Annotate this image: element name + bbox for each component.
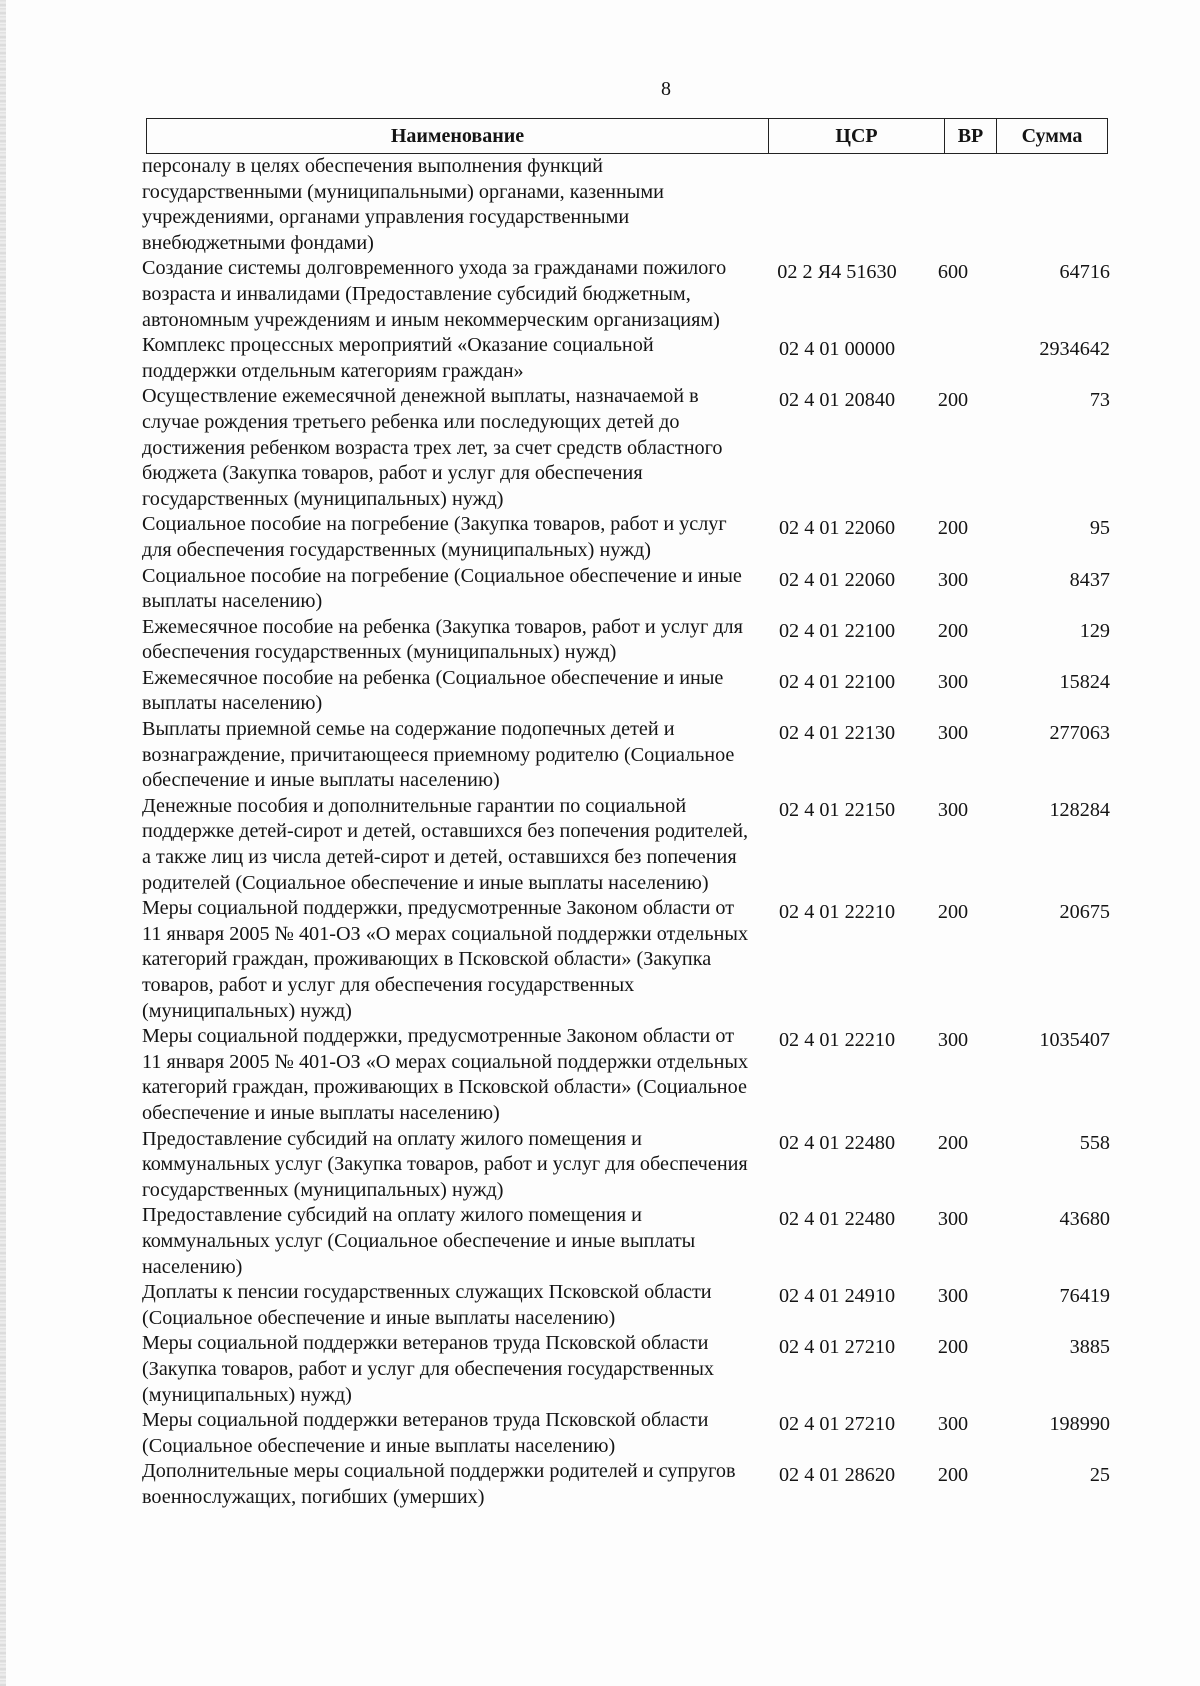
row-name: Предоставление субсидий на оплату жилого помещения и коммунальных услуг (Социальное обеспечение и иные выплаты населению) (142, 1204, 696, 1278)
row-name: Меры социальной поддержки ветеранов труда Псковской области (Социальное обеспечение и иные выплаты населению) (142, 1409, 709, 1457)
header-name: Наименование (147, 119, 769, 153)
table-row (142, 794, 1112, 896)
table-row (142, 333, 1112, 384)
row-csr-code: 02 4 01 22100 (778, 670, 896, 693)
row-name: Создание системы долговременного ухода за гражданами пожилого возраста и инвалидами (Предоставление субсидий бюджетным, автономным учреждениям и иным некоммерческим организациям) (142, 257, 727, 331)
row-name: Меры социальной поддержки, предусмотренные Законом области от 11 января 2005 № 401-ОЗ «О мерах социальной поддержки отдельных категорий граждан, проживающих в Псковской области» (Закупка товаров, работ и услуг для обеспечения государственных (муниципальных) нужд) (142, 897, 749, 1022)
table-row (142, 1024, 1112, 1126)
row-vr-code: 200 (937, 1131, 969, 1154)
row-name: Доплаты к пенсии государственных служащих Псковской области (Социальное обеспечение и иные выплаты населению) (142, 1281, 712, 1329)
row-csr-code: 02 4 01 22210 (778, 1029, 896, 1052)
row-name: Осуществление ежемесячной денежной выплаты, назначаемой в случае рождения третьего ребенка или последующих детей до достижения ребенком возраста трех лет, за счет средств областного бюджета (Закупка товаров, работ и услуг для обеспечения государственных (муниципальных) нужд) (142, 385, 723, 510)
row-csr-code: 02 4 01 27210 (778, 1413, 896, 1436)
row-vr-code: 200 (937, 619, 969, 642)
row-sum: 277063 (1049, 722, 1110, 745)
header-vr: ВР (945, 119, 997, 153)
row-vr-code: 300 (937, 1208, 969, 1231)
table-row (142, 896, 1112, 1024)
row-name: Ежемесячное пособие на ребенка (Закупка товаров, работ и услуг для обеспечения государственных (муниципальных) нужд) (142, 615, 743, 664)
row-vr-code: 200 (937, 901, 969, 924)
row-sum: 128284 (1049, 798, 1110, 821)
row-csr-code: 02 4 01 22100 (778, 619, 896, 642)
row-csr-code: 02 4 01 22480 (778, 1131, 896, 1154)
row-csr-code: 02 2 Я4 51630 (777, 261, 897, 284)
row-sum: 15824 (1059, 670, 1110, 693)
row-vr-code: 300 (937, 1285, 969, 1308)
row-csr-code: 02 4 01 24910 (778, 1285, 896, 1308)
row-sum: 20675 (1059, 901, 1110, 924)
row-csr-code: 02 4 01 00000 (778, 338, 896, 361)
table-row (142, 154, 1112, 256)
row-csr-code: 02 4 01 22480 (778, 1208, 896, 1231)
row-csr-code: 02 4 01 27210 (778, 1336, 896, 1359)
row-name: Меры социальной поддержки ветеранов труда Псковской области (Закупка товаров, работ и услуг для обеспечения государственных (муниципальных) нужд) (142, 1332, 714, 1406)
row-csr-code: 02 4 01 22130 (778, 722, 896, 745)
row-name: Комплекс процессных мероприятий «Оказание социальной поддержки отдельным категориям граждан» (142, 334, 654, 382)
row-vr-code: 200 (937, 1464, 969, 1487)
row-sum: 3885 (1069, 1336, 1110, 1359)
row-sum: 95 (1089, 517, 1110, 540)
row-vr-code: 300 (937, 670, 969, 693)
row-name: Ежемесячное пособие на ребенка (Социальное обеспечение и иные выплаты населению) (142, 666, 724, 715)
row-sum: 64716 (1059, 261, 1110, 284)
row-vr-code: 300 (937, 1029, 969, 1052)
row-csr-code: 02 4 01 22150 (778, 798, 896, 821)
table-row (142, 256, 1112, 333)
table-body (142, 154, 1112, 1510)
row-sum: 198990 (1049, 1413, 1110, 1436)
row-name: Предоставление субсидий на оплату жилого помещения и коммунальных услуг (Закупка товаров, работ и услуг для обеспечения государственных (муниципальных) нужд) (142, 1127, 748, 1201)
row-vr-code: 300 (937, 798, 969, 821)
row-sum: 43680 (1059, 1208, 1110, 1231)
header-csr: ЦСР (769, 119, 945, 153)
row-csr-code: 02 4 01 20840 (778, 389, 896, 412)
table-row (142, 1127, 1112, 1204)
table-row (142, 666, 1112, 717)
row-name: Выплаты приемной семье на содержание подопечных детей и вознаграждение, причитающееся приемному родителю (Социальное обеспечение и иные выплаты населению) (142, 718, 735, 792)
page-number: 8 (661, 78, 671, 100)
scan-edge-shadow (0, 0, 6, 1686)
header-sum: Сумма (1021, 124, 1083, 147)
row-csr-code: 02 4 01 22060 (778, 517, 896, 540)
table-row (142, 1459, 1112, 1510)
row-name: персоналу в целях обеспечения выполнения функций государственными (муниципальными) органами, казенными учреждениями, органами управления государственными внебюджетными фондами) (142, 155, 664, 254)
table-row (142, 512, 1112, 563)
row-name: Социальное пособие на погребение (Закупка товаров, работ и услуг для обеспечения государственных (муниципальных) нужд) (142, 513, 727, 561)
table-row (142, 1408, 1112, 1459)
row-sum: 129 (1079, 619, 1110, 642)
table-header (146, 118, 1108, 154)
table-row (142, 564, 1112, 615)
row-csr-code: 02 4 01 22210 (778, 901, 896, 924)
table-row (142, 717, 1112, 794)
row-name: Меры социальной поддержки, предусмотренные Законом области от 11 января 2005 № 401-ОЗ «О мерах социальной поддержки отдельных категорий граждан, проживающих в Псковской области» (Социальное обеспечение и иные выплаты населению) (142, 1025, 749, 1124)
row-vr-code: 600 (937, 261, 969, 284)
row-vr-code: 300 (937, 722, 969, 745)
row-vr-code: 200 (937, 1336, 969, 1359)
row-sum: 8437 (1069, 568, 1110, 591)
table-row (142, 1203, 1112, 1280)
row-vr-code: 300 (937, 1413, 969, 1436)
row-sum: 1035407 (1039, 1029, 1110, 1052)
row-sum: 25 (1089, 1464, 1110, 1487)
row-name: Социальное пособие на погребение (Социальное обеспечение и иные выплаты населению) (142, 564, 742, 613)
table-row (142, 384, 1112, 512)
row-name: Дополнительные меры социальной поддержки родителей и супругов военнослужащих, погибших (умерших) (142, 1460, 736, 1508)
row-csr-code: 02 4 01 28620 (778, 1464, 896, 1487)
row-vr-code: 200 (937, 389, 969, 412)
row-vr-code: 200 (937, 517, 969, 540)
table-row (142, 1280, 1112, 1331)
row-csr-code: 02 4 01 22060 (778, 568, 896, 591)
table-row (142, 1331, 1112, 1408)
row-sum: 2934642 (1039, 338, 1110, 361)
row-name: Денежные пособия и дополнительные гарантии по социальной поддержке детей-сирот и детей, оставшихся без попечения родителей, а также лиц из числа детей-сирот и детей, оставшихся без попечения родителей (Социальное обеспечение и иные выплаты населению) (142, 794, 749, 894)
row-vr-code: 300 (937, 568, 969, 591)
row-sum: 73 (1089, 389, 1110, 412)
row-sum: 76419 (1059, 1285, 1110, 1308)
row-sum: 558 (1079, 1131, 1110, 1154)
table-row (142, 615, 1112, 666)
